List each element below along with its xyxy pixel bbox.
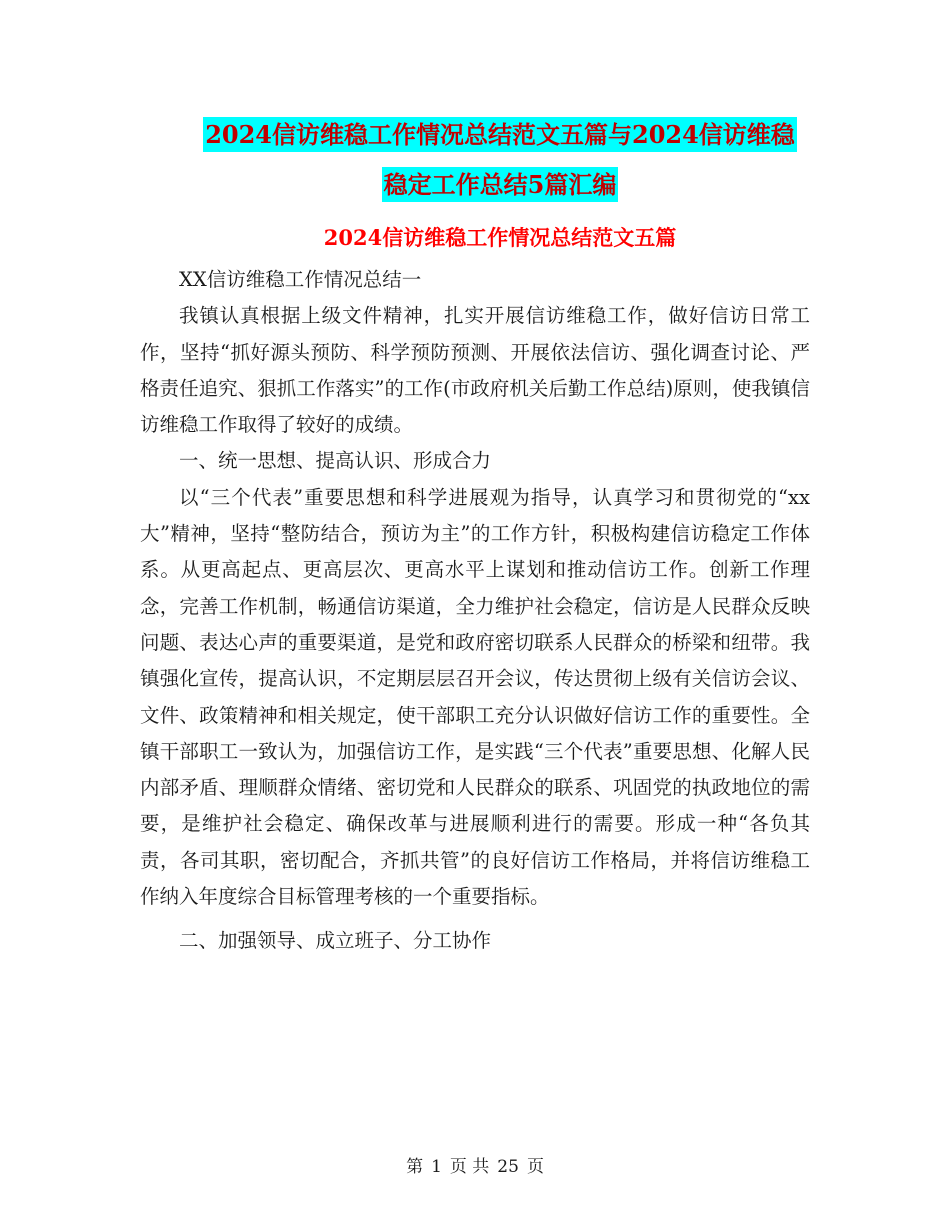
section-title: 2024信访维稳工作情况总结范文五篇 <box>323 225 677 250</box>
paragraph-heading-2: 二、加强领导、成立班子、分工协作 <box>179 929 492 953</box>
footer-prefix: 第 <box>406 1157 424 1177</box>
document-title-line2: 稳定工作总结5篇汇编 <box>382 167 619 202</box>
page-footer <box>0 1152 950 1177</box>
paragraph-heading-summary: XX信访维稳工作情况总结一 <box>179 268 422 291</box>
paragraph-intro: 我镇认真根据上级文件精神，扎实开展信访维稳工作，做好信访日常工作，坚持“抓好源头预防、科学预防预测、开展依法信访、强化调查讨论、严格责任追究、狠抓工作落实”的工作(市政府机关后勤工作总结)原则，使我镇信访维稳工作取得了较好的成绩。 <box>140 304 810 437</box>
document-title <box>140 110 860 210</box>
paragraph-heading-1: 一、统一思想、提高认识、形成合力 <box>179 449 492 473</box>
paragraph-body-1: 以“三个代表”重要思想和科学进展观为指导，认真学习和贯彻党的“xx大”精神，坚持“整防结合，预访为主”的工作方针，积极构建信访稳定工作体系。从更高起点、更高层次、更高水平上谋划和推动信访工作。创新工作理念，完善工作机制，畅通信访渠道，全力维护社会稳定，信访是人民群众反映问题、表达心声的重要渠道，是党和政府密切联系人民群众的桥梁和纽带。我镇强化宣传，提高认识，不定期层层召开会议，传达贯彻上级有关信访会议、文件、政策精神和相关规定，使干部职工充分认识做好信访工作的重要性。全镇干部职工一致认为，加强信访工作，是实践“三个代表”重要思想、化解人民内部矛盾、理顺群众情绪、密切党和人民群众的联系、巩固党的执政地位的需要，是维护社会稳定、确保改革与进展顺利进行的需要。形成一种“各负其责，各司其职，密切配合，齐抓共管”的良好信访工作格局，并将信访维稳工作纳入年度综合目标管理考核的一个重要指标。 <box>140 485 810 909</box>
document-title-line1: 2024信访维稳工作情况总结范文五篇与2024信访维稳 <box>203 117 797 152</box>
footer-page-total: 25 <box>497 1157 519 1177</box>
footer-suffix: 页 <box>526 1157 544 1177</box>
footer-page-current: 1 <box>431 1157 442 1177</box>
document-body <box>140 262 810 960</box>
footer-middle: 页 共 <box>449 1157 490 1177</box>
